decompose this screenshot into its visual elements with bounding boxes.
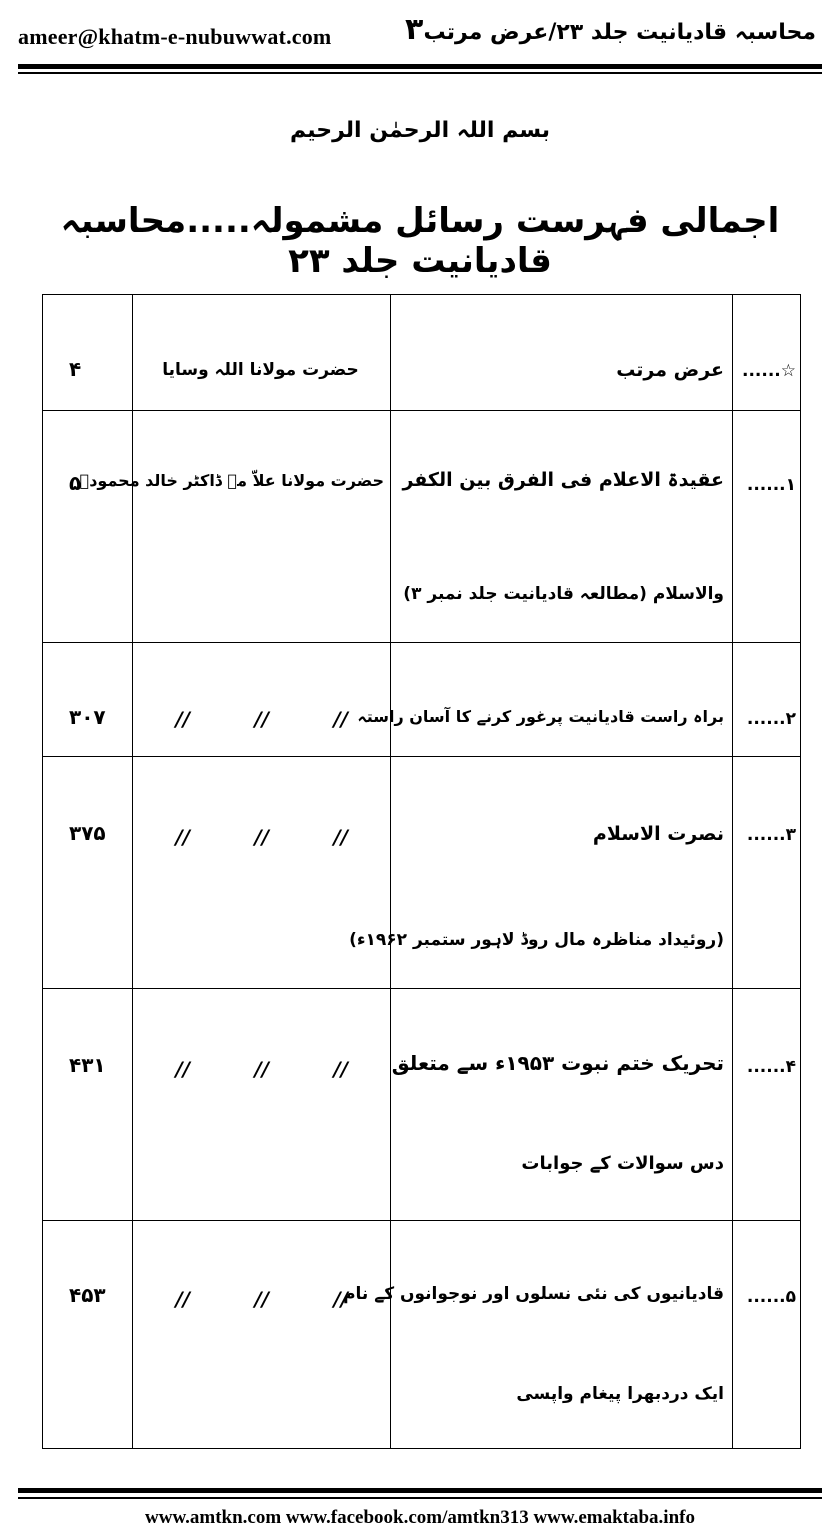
toc-row [43,989,801,1221]
toc-page-cell [43,989,133,1221]
ditto-mark: // [333,707,348,731]
toc-row [43,411,801,643]
toc-title-cell [391,295,733,411]
header-rule-thin [18,72,822,74]
toc-row [43,1221,801,1449]
toc-page-cell [43,295,133,411]
toc-title-cell [349,757,733,989]
toc-num-cell [733,1221,801,1449]
ditto-mark: // [175,1057,190,1081]
toc-page: ۴ [69,357,82,381]
ditto-mark: // [333,1287,348,1311]
toc-num-cell [733,411,801,643]
toc-title-cell [391,411,733,643]
toc-num: ۴...... [746,1057,796,1077]
toc-table [42,294,801,1449]
header-email: ameer@khatm-e-nubuwwat.com [18,24,332,49]
toc-title-cell [357,643,733,757]
toc-author-cell [133,295,391,411]
toc-author-cell [133,1221,391,1449]
toc-title-line: تحریک ختم نبوت ۱۹۵۳ء سے متعلق [391,1051,724,1075]
toc-title-cell [391,989,733,1221]
toc-title-line: براہ راست قادیانیت پرغور کرنے کا آسان راستہ [357,707,724,726]
toc-page: ۳۷۵ [69,821,106,845]
toc-author-cell [133,757,391,989]
footer-rule-thin [18,1497,822,1499]
toc-row [43,757,801,989]
toc-page-cell [43,757,133,989]
footer-links: www.amtkn.com www.facebook.com/amtkn313 www.emaktaba.info [145,1507,695,1528]
running-title: محاسبہ قادیانیت جلد ۲۳/عرض مرتب [423,20,816,45]
toc-page-cell [43,643,133,757]
toc-num: ۱...... [746,475,796,495]
toc-row [43,643,801,757]
header-rule-thick [18,64,822,69]
toc-num: ۲...... [746,709,796,729]
ditto-mark: // [254,1287,269,1311]
toc-title-line: ایک دردبھرا پیغام واپسی [516,1384,724,1404]
page-title: اجمالی فہرست رسائل مشمولہ.....محاسبہ قادیانیت جلد ۲۳ [60,201,780,281]
toc-author: حضرت مولانا علاّ مہ ڈاکٹر خالد محمودؒ [79,471,384,490]
bismillah: بسم اللہ الرحمٰن الرحیم [289,118,550,143]
page-number: ۳ [405,12,424,47]
toc-page: ۵ [69,471,82,495]
toc-author: حضرت مولانا اللہ وسایا [162,360,359,380]
ditto-mark: // [333,825,348,849]
toc-title-cell [343,1221,733,1449]
toc-num-cell [733,643,801,757]
toc-page: ۴۳۱ [69,1053,106,1077]
toc-title-line: عقیدۃ الاعلام فی الفرق بین الکفر [402,469,724,491]
toc-num-cell [733,989,801,1221]
footer-rule-thick [18,1488,822,1493]
toc-title-line: دس سوالات کے جوابات [521,1153,724,1174]
ditto-mark: // [175,707,190,731]
toc-num: ۵...... [746,1287,796,1307]
toc-title-line: عرض مرتب [616,359,724,381]
toc-author-cell [79,411,391,643]
toc-author-cell [133,989,391,1221]
toc-author-cell [133,643,391,757]
toc-title-line: نصرت الاسلام [592,823,724,845]
ditto-mark: // [175,825,190,849]
toc-page-cell [43,1221,133,1449]
toc-num-cell [733,295,801,411]
ditto-mark: // [254,707,269,731]
toc-title-line: (روئیداد مناظرہ مال روڈ لاہور ستمبر ۱۹۶۲ء) [349,930,724,950]
ditto-mark: // [175,1287,190,1311]
toc-row [43,295,801,411]
toc-num: ☆...... [742,361,796,381]
toc-title-line: والاسلام (مطالعہ قادیانیت جلد نمبر ۳) [403,584,724,604]
toc-title-line: قادیانیوں کی نئی نسلوں اور نوجوانوں کے نام [343,1284,724,1304]
ditto-mark: // [254,1057,269,1081]
toc-page-cell [43,411,133,643]
toc-num: ۳...... [746,825,796,845]
ditto-mark: // [333,1057,348,1081]
toc-num-cell [733,757,801,989]
toc-page: ۴۵۳ [69,1283,106,1307]
toc-page: ۳۰۷ [69,705,106,729]
ditto-mark: // [254,825,269,849]
